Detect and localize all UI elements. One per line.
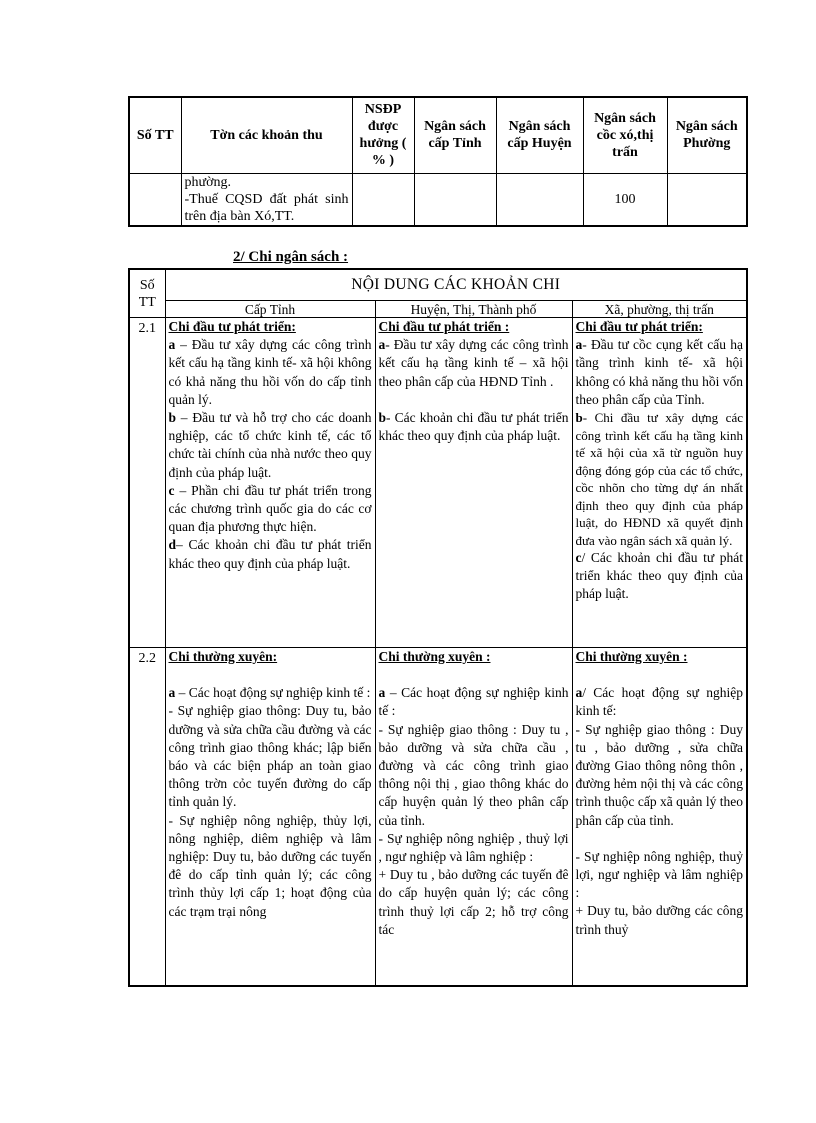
column-header-province: Cấp Tỉnh (165, 301, 375, 318)
table-row (129, 648, 747, 986)
header-local-share: NSĐP được hưởng ( % ) (352, 97, 414, 173)
table-title: NỘI DUNG CÁC KHOẢN CHI (165, 269, 747, 301)
row-number: 2.1 (129, 318, 165, 648)
cell-province (165, 318, 375, 648)
cell-commune (572, 648, 747, 986)
list-item: a- Đầu tư xây dựng các công trình kết cấu hạ tầng kinh tế – xã hội theo phân cấp của HĐND Tỉnh . (378, 337, 569, 389)
row-number: 2.2 (129, 648, 165, 986)
row-revenue-name (181, 173, 352, 226)
header-district: Ngân sách cấp Huyện (496, 97, 583, 173)
cell-commune (572, 318, 747, 648)
list-item: a – Các hoạt động sự nghiệp kinh tế : (378, 685, 569, 719)
cell-title: Chi thường xuyên: (168, 649, 278, 664)
list-item: - Sự nghiệp nông nghiệp , thuỷ lợi , ngư nghiệp và lâm nghiệp : (378, 830, 569, 865)
cell-province (165, 648, 375, 986)
list-item: a- Đầu tư cồc cụng kết cấu hạ tầng trình kinh tế- xã hội không có khả năng thu hồi vốn theo phân cấp của Tỉnh. (575, 337, 743, 407)
cell-title: Chi đầu tư phát triển: (575, 319, 703, 334)
expenditure-table (128, 268, 748, 987)
table-row (129, 173, 747, 226)
list-item: b- Các khoản chi đầu tư phát triển khác theo quy định của pháp luật. (378, 409, 569, 444)
header-revenue-name: Tờn các khoản thu (181, 97, 352, 173)
cell-title: Chi đầu tư phát triển : (378, 319, 510, 334)
cell-district (375, 318, 572, 648)
row-local-share (352, 173, 414, 226)
column-header-commune: Xã, phường, thị trấn (572, 301, 747, 318)
list-item: d– Các khoản chi đầu tư phát triển khác theo quy định của pháp luật. (168, 537, 372, 571)
cell-title: Chi thường xuyên : (575, 649, 688, 664)
list-item: c – Phần chi đầu tư phát triển trong các chương trình quốc gia do các cơ quan địa phương thực hiện. (168, 482, 372, 535)
row-district (496, 173, 583, 226)
column-header-district: Huyện, Thị, Thành phố (375, 301, 572, 318)
revenue-table (128, 96, 748, 227)
header-province: Ngân sách cấp Tỉnh (414, 97, 496, 173)
list-item: a – Các hoạt động sự nghiệp kinh tế : (168, 685, 371, 701)
row-stt (129, 173, 181, 226)
row-province (414, 173, 496, 226)
cell-title: Chi đầu tư phát triển: (168, 319, 296, 334)
row-commune-value: 100 (583, 173, 667, 226)
list-item: a/ Các hoạt động sự nghiệp kinh tế: (575, 685, 743, 719)
header-stt: Số TT (129, 97, 181, 173)
list-item: c/ Các khoản chi đầu tư phát triển khác theo quy định của pháp luật. (575, 550, 743, 602)
header-commune: Ngân sách cồc xó,thị trấn (583, 97, 667, 173)
header-ward: Ngân sách Phường (667, 97, 747, 173)
header-stt: Số TT (129, 269, 165, 318)
table-row (129, 318, 747, 648)
list-item: + Duy tu , bảo dưỡng các tuyến đê do cấp huyện quản lý; các công trình thuỷ lợi cấp 2; hỗ trợ công tác (378, 867, 569, 937)
section-heading: 2/ Chi ngân sách : (233, 249, 349, 265)
list-item: + Duy tu, bảo dưỡng các công trình thuỷ (575, 903, 743, 937)
list-item: - Sự nghiệp nông nghiệp, thuỷ lợi, ngư nghiệp và lâm nghiệp : (575, 848, 743, 901)
list-item: b – Đầu tư và hỗ trợ cho các doanh nghiệp, các tổ chức kinh tế, các tổ chức tài chính của nhà nước theo quy định của pháp luật. (168, 410, 372, 480)
cell-district (375, 648, 572, 986)
list-item: b- Chi đầu tư xây dựng các công trình kết cấu hạ tầng kinh tế xã hội của xã từ nguồn huy động đóng góp của các tổ chức, cồc nhõn cho từng dự án nhất định theo quy định của pháp luật, do HĐND xã quyết định đưa vào ngân sách xã quản lý. (575, 410, 743, 548)
list-item: - Sự nghiệp giao thông: Duy tu, bảo dưỡng và sửa chữa cầu đường và các công trình giao thông khác; lập biển báo và các biện pháp an toàn giao thông trờn cỏc tuyến đường do cấp tỉnh quản lý. (168, 703, 372, 810)
row-line: phường. (184, 174, 231, 190)
cell-title: Chi thường xuyên : (378, 649, 491, 664)
row-ward (667, 173, 747, 226)
list-item: a – Đầu tư xây dựng các công trình kết cấu hạ tầng kinh tế- xã hội không có khả năng thu hồi vốn do cấp tỉnh quản lý. (168, 337, 372, 407)
list-item: - Sự nghiệp giao thông : Duy tu , bảo dưỡng và sửa chữa cầu , đường và các công trình giao thông nội thị , giao thông khác do cấp huyện quản lý theo phân cấp của tỉnh. (378, 721, 569, 828)
list-item: - Sự nghiệp giao thông : Duy tu , bảo dưỡng , sửa chữa đường Giao thông nông thôn , đường hẻm nội thị và các công trình thuộc cấp xã quản lý theo phân cấp của tỉnh. (575, 721, 743, 828)
list-item: - Sự nghiệp nông nghiệp, thủy lợi, nông nghiệp, diêm nghiệp và lâm nghiệp: Duy tu, bảo dưỡng các tuyến đê do cấp tỉnh quản lý; các công trình thủy lợi cấp 1; hoạt động của các trạm trại nông (168, 812, 372, 919)
revenue-table-header (129, 97, 747, 173)
row-line: -Thuế CQSD đất phát sinh trên địa bàn Xó,TT. (184, 191, 349, 224)
